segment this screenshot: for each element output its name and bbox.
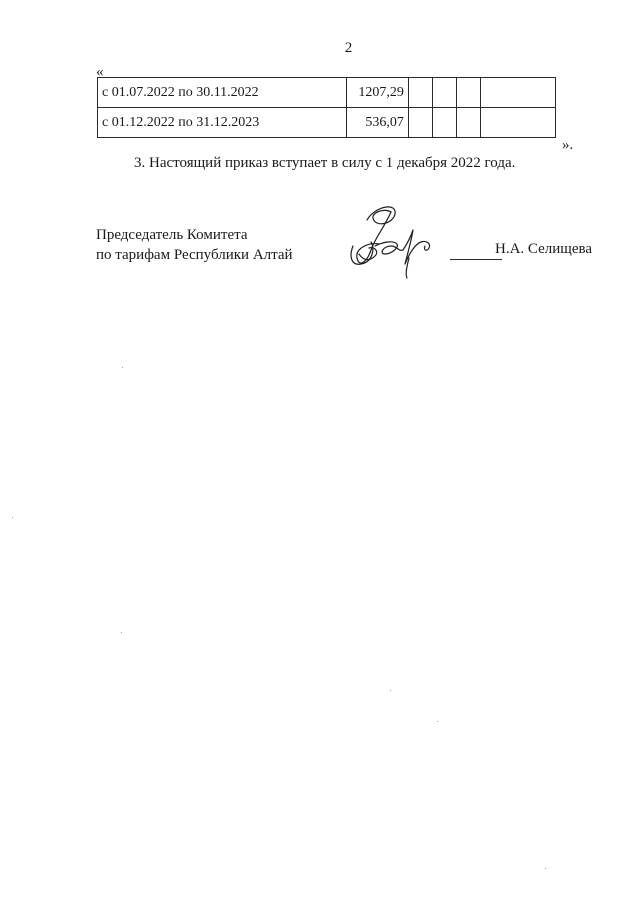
table-cell-empty: [408, 78, 432, 108]
table-cell-empty: [457, 108, 481, 138]
table-cell-empty: [457, 78, 481, 108]
scan-speck: [122, 367, 123, 368]
order-paragraph: 3. Настоящий приказ вступает в силу с 1 декабря 2022 года.: [134, 155, 516, 171]
scan-speck: [437, 721, 438, 722]
signatory-position: [96, 225, 293, 265]
position-line: по тарифам Республики Алтай: [96, 247, 293, 263]
table-cell-period: с 01.07.2022 по 30.11.2022: [98, 78, 347, 108]
closing-quote: ».: [562, 137, 574, 153]
signature-line: [450, 259, 502, 260]
table-cell-empty: [433, 108, 457, 138]
page-number: 2: [344, 40, 353, 56]
position-line: Председатель Комитета: [96, 227, 248, 243]
table-cell-empty: [433, 78, 457, 108]
table-cell-empty: [408, 108, 432, 138]
table-cell-period: с 01.12.2022 по 31.12.2023: [98, 108, 347, 138]
signature-drawing: [345, 198, 455, 283]
scan-speck: [12, 517, 13, 518]
opening-quote: «: [96, 64, 104, 80]
table-cell-value: 536,07: [346, 108, 408, 138]
scan-speck: [545, 868, 546, 869]
table-cell-value: 1207,29: [346, 78, 408, 108]
tariff-table: [97, 77, 556, 138]
signer-name: Н.А. Селищева: [495, 241, 593, 257]
table-cell-empty: [481, 78, 556, 108]
scan-speck: [121, 632, 122, 633]
table-cell-empty: [481, 108, 556, 138]
table-row: [98, 108, 556, 138]
table-row: [98, 78, 556, 108]
handwritten-signature: [345, 198, 455, 288]
scan-speck: [390, 690, 391, 691]
